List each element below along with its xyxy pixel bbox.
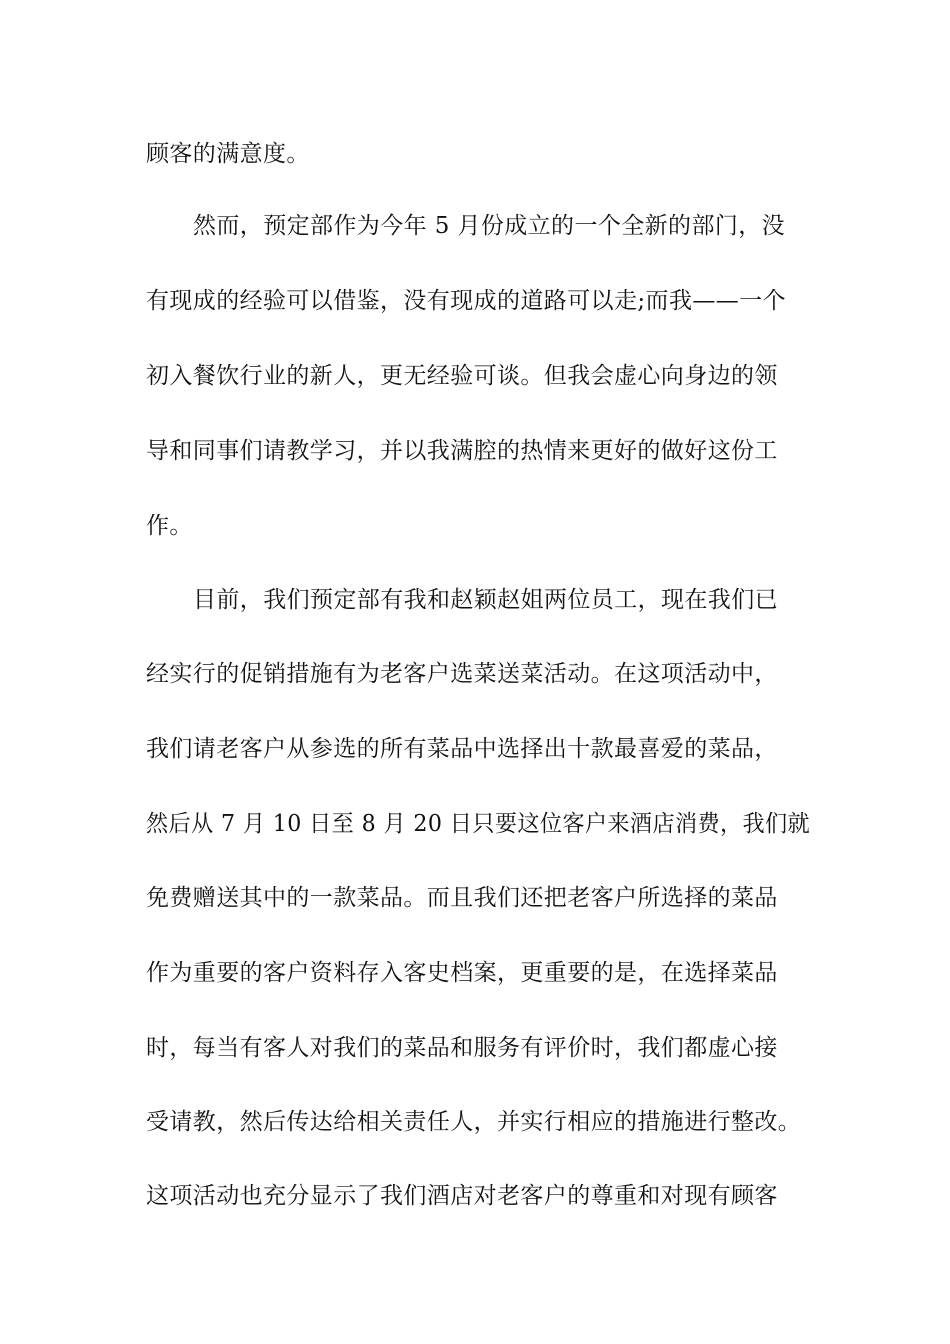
text-line: 经实行的促销措施有为老客户选菜送菜活动。在这项活动中， [146,661,778,687]
text-line: 作。 [146,513,193,539]
text-line: 这项活动也充分显示了我们酒店对老客户的尊重和对现有顾客 [146,1183,778,1209]
text-line: 作为重要的客户资料存入客史档案，更重要的是，在选择菜品 [146,960,778,986]
text-line: 导和同事们请教学习，并以我满腔的热情来更好的做好这份工 [146,438,778,464]
text-line: 时，每当有客人对我们的菜品和服务有评价时，我们都虚心接 [146,1035,778,1061]
text-line: 初入餐饮行业的新人，更无经验可谈。但我会虚心向身边的领 [146,363,778,389]
paragraph-first-line: 目前，我们预定部有我和赵颖赵姐两位员工，现在我们已 [193,587,778,613]
text-line: 受请教，然后传达给相关责任人，并实行相应的措施进行整改。 [146,1109,802,1135]
text-line: 然后从 7 月 10 日至 8 月 20 日只要这位客户来酒店消费，我们就 [146,811,811,837]
text-line: 我们请老客户从参选的所有菜品中选择出十款最喜爱的菜品， [146,736,778,762]
paragraph-first-line: 然而，预定部作为今年 5 月份成立的一个全新的部门，没 [193,213,786,239]
text-line: 顾客的满意度。 [146,141,310,167]
text-line: 有现成的经验可以借鉴，没有现成的道路可以走;而我——一个 [146,288,786,314]
text-line: 免费赠送其中的一款菜品。而且我们还把老客户所选择的菜品 [146,885,778,911]
